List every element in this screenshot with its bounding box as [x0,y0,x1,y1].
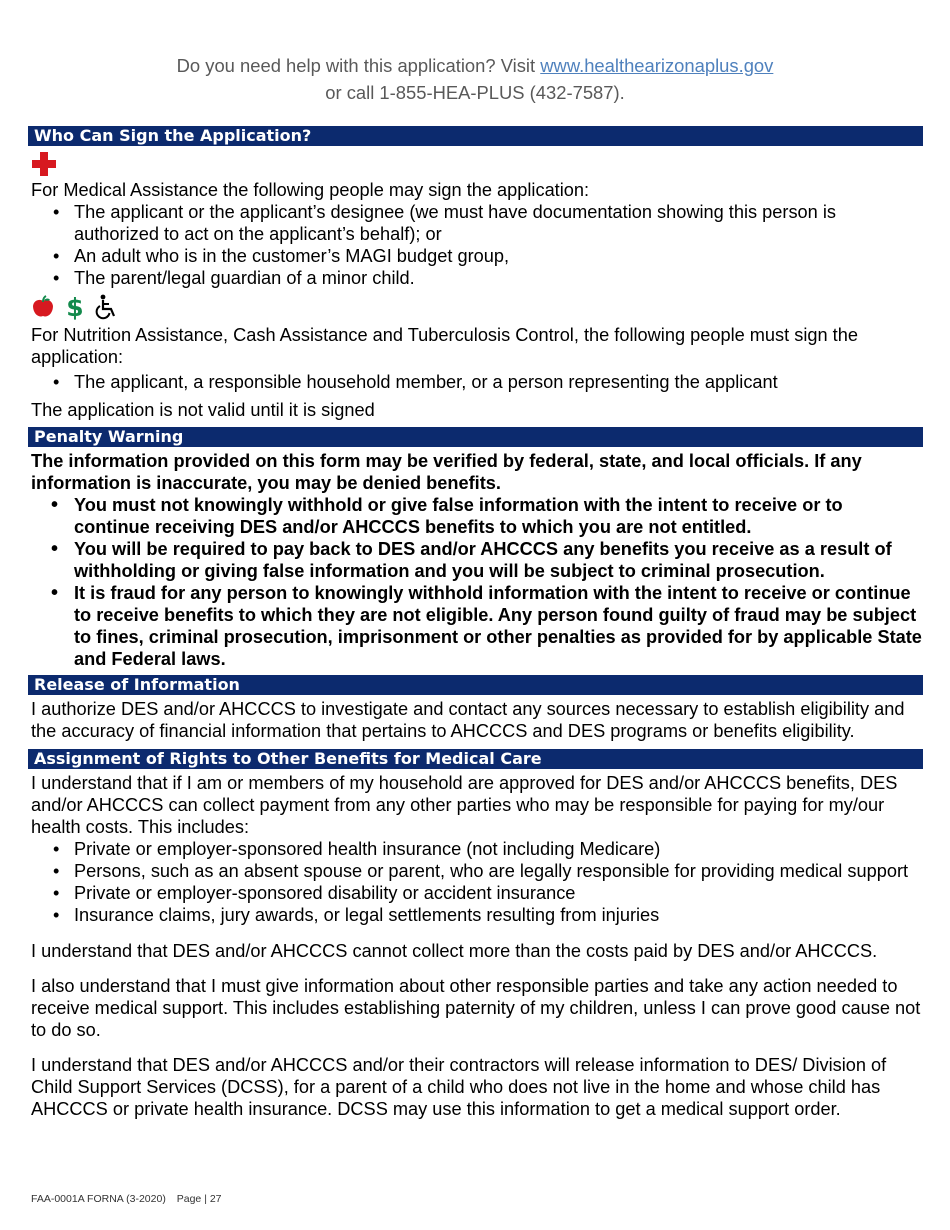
assignment-para-3: I understand that DES and/or AHCCCS and/or their contractors will release information to DES/ Division of Child Support Services (DCSS), for a parent of a child who does not live in the home and whose child has AHCCCS or private health insurance. DCSS may use this information to get a medical support order. [31,1055,887,1119]
section-header-who-can-sign: Who Can Sign the Application? [28,126,923,146]
medical-intro: For Medical Assistance the following people may sign the application: [31,180,590,200]
help-website-link[interactable]: www.healthearizonaplus.gov [540,55,774,76]
list-item: • Private or employer-sponsored health insurance (not including Medicare) [31,838,923,860]
section-header-assignment: Assignment of Rights to Other Benefits for Medical Care [28,749,923,769]
section-header-release: Release of Information [28,675,923,695]
apple-icon [31,295,55,319]
penalty-intro: The information provided on this form may be verified by federal, state, and local officials. If any information is inaccurate, you may be denied benefits. [31,451,862,493]
signature-note: The application is not valid until it is signed [31,400,375,420]
main-content [31,126,923,1120]
other-programs-intro: For Nutrition Assistance, Cash Assistance and Tuberculosis Control, the following people must sign the application: [31,325,858,367]
program-icon-row [31,292,923,322]
help-line-2: or call 1-855-HEA-PLUS (432-7587). [325,82,625,103]
page-number: Page | 27 [176,1193,222,1205]
list-item: • An adult who is in the customer’s MAGI budget group, [31,245,923,267]
list-item: • The applicant, a responsible household member, or a person representing the applicant [31,371,923,393]
dollar-icon [63,294,87,320]
assignment-para-2: I also understand that I must give information about other responsible parties and take any action needed to receive medical support. This includes establishing paternity of my children, unless I can prove good cause not to do so. [31,976,921,1040]
form-number: FAA-0001A FORNA (3-2020) [31,1193,166,1205]
red-cross-icon [31,151,57,177]
help-text: Do you need help with this application? Visit [176,55,536,76]
list-item: • It is fraud for any person to knowingly withhold information with the intent to receive or continue to receive benefits to which they are not eligible. Any person found guilty of fraud may be subject to fines, criminal prosecution, imprisonment or other penalties as provided for by applicable State and Federal laws. [31,582,923,670]
wheelchair-icon [95,294,119,320]
list-item: • The parent/legal guardian of a minor child. [31,267,923,289]
list-item: • Insurance claims, jury awards, or legal settlements resulting from injuries [31,904,923,926]
release-text: I authorize DES and/or AHCCCS to investigate and contact any sources necessary to establish eligibility and the accuracy of financial information that pertains to AHCCCS and DES programs or benefits eligibility. [31,699,905,741]
list-item: • Private or employer-sponsored disability or accident insurance [31,882,923,904]
page-footer [31,1188,222,1210]
assignment-intro: I understand that if I am or members of my household are approved for DES and/or AHCCCS benefits, DES and/or AHCCCS can collect payment from any other parties who may be responsible for paying for my/our health costs. This includes: [31,773,898,837]
list-item: • The applicant or the applicant’s designee (we must have documentation showing this person is authorized to act on the applicant’s behalf); or [31,201,923,245]
assignment-para-1: I understand that DES and/or AHCCCS cannot collect more than the costs paid by DES and/or AHCCCS. [31,941,878,961]
other-signers-list [31,371,923,393]
penalty-list [31,494,923,670]
medical-icon-row [31,146,923,179]
list-item: • You must not knowingly withhold or give false information with the intent to receive or to continue receiving DES and/or AHCCCS benefits to which you are not entitled. [31,494,923,538]
help-notice [0,52,950,106]
medical-signers-list [31,201,923,289]
section-header-penalty: Penalty Warning [28,427,923,447]
svg-text:$: $ [66,294,84,320]
assignment-list [31,838,923,926]
list-item: • Persons, such as an absent spouse or parent, who are legally responsible for providing medical support [31,860,923,882]
list-item: • You will be required to pay back to DES and/or AHCCCS any benefits you receive as a result of withholding or giving false information and you will be subject to criminal prosecution. [31,538,923,582]
help-line-1 [0,52,950,79]
